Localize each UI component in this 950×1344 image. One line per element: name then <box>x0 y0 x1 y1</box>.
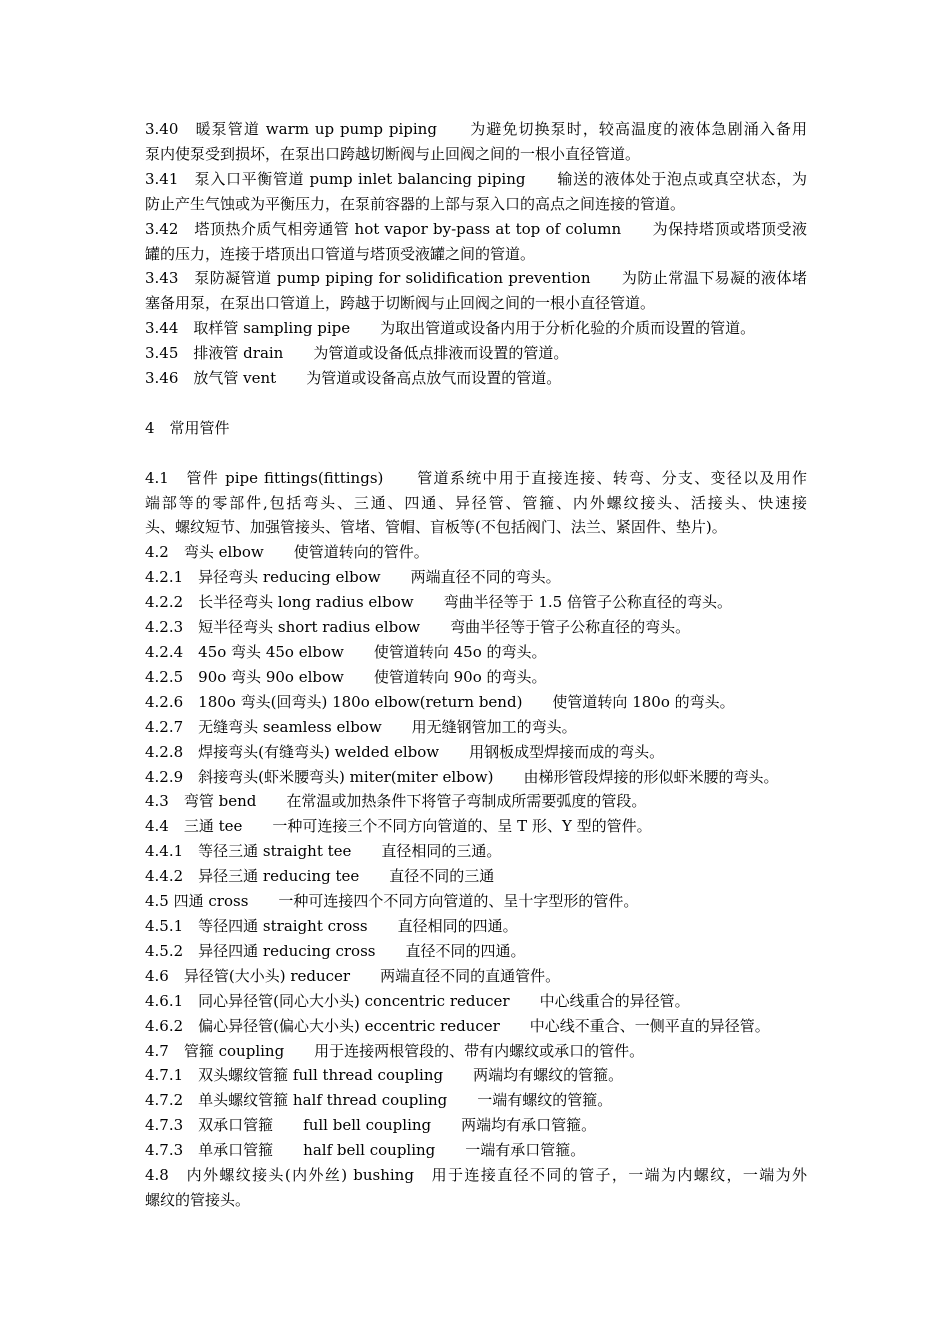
paragraph-line: 4.6.2 偏心异径管(偏心大小头) eccentric reducer 中心线不重合、一侧平直的异径管。 <box>145 1016 770 1035</box>
paragraph-line: 3.44 取样管 sampling pipe 为取出管道或设备内用于分析化验的介质而设置的管道。 <box>145 319 756 338</box>
paragraph-line: 4.7 管箍 coupling 用于连接两根管段的、带有内螺纹或承口的管件。 <box>145 1041 645 1060</box>
blank-line <box>145 441 807 466</box>
paragraph-line: 4.2 弯头 elbow 使管道转向的管件。 <box>145 543 429 562</box>
paragraph-line: 3.40 暖泵管道 warm up pump piping 为避免切换泵时，较高温度的液体急剧涌入备用 <box>145 120 807 138</box>
paragraph-line: 螺纹的管接头。 <box>145 1190 251 1209</box>
paragraph-line: 3.46 放气管 vent 为管道或设备高点放气而设置的管道。 <box>145 369 562 388</box>
paragraph-line: 4.4 三通 tee 一种可连接三个不同方向管道的、呈 T 形、Y 型的管件。 <box>145 817 652 836</box>
paragraph-line: 4.6.1 同心异径管(同心大小头) concentric reducer 中心线重合的异径管。 <box>145 991 690 1010</box>
paragraph-line: 泵内使泵受到损坏，在泵出口跨越切断阀与止回阀之间的一根小直径管道。 <box>145 144 641 163</box>
paragraph-line: 4.5.1 等径四通 straight cross 直径相同的四通。 <box>145 916 518 935</box>
paragraph-line: 塞备用泵，在泵出口管道上，跨越于切断阀与止回阀之间的一根小直径管道。 <box>145 294 656 313</box>
paragraph-line: 4.7.1 双头螺纹管箍 full thread coupling 两端均有螺纹的管箍。 <box>145 1066 624 1085</box>
paragraph-line: 4.8 内外螺纹接头(内外丝) bushing 用于连接直径不同的管子，一端为内螺纹，一端为外 <box>145 1166 807 1185</box>
paragraph-line: 4.7.3 单承口管箍 half bell coupling 一端有承口管箍。 <box>145 1141 586 1160</box>
paragraph-line: 端部等的零部件,包括弯头、三通、四通、异径管、管箍、内外螺纹接头、活接头、快速接 <box>145 493 807 512</box>
paragraph-line: 3.45 排液管 drain 为管道或设备低点排液而设置的管道。 <box>145 344 569 363</box>
paragraph-line: 4.5.2 异径四通 reducing cross 直径不同的四通。 <box>145 941 526 960</box>
section-heading: 4 常用管件 <box>145 418 230 437</box>
paragraph-line: 4.2.7 无缝弯头 seamless elbow 用无缝钢管加工的弯头。 <box>145 717 577 736</box>
paragraph-line: 4.4.2 异径三通 reducing tee 直径不同的三通 <box>145 867 495 886</box>
paragraph-line: 3.43 泵防凝管道 pump piping for solidification prevention 为防止常温下易凝的液体堵 <box>145 269 807 288</box>
paragraph-line: 3.42 塔顶热介质气相旁通管 hot vapor by-pass at top of column 为保持塔顶或塔顶受液 <box>145 219 807 238</box>
paragraph-line: 头、螺纹短节、加强管接头、管堵、管帽、盲板等(不包括阀门、法兰、紧固件、垫片)。 <box>145 518 727 537</box>
paragraph-line: 4.4.1 等径三通 straight tee 直径相同的三通。 <box>145 842 502 861</box>
paragraph-line: 4.2.2 长半径弯头 long radius elbow 弯曲半径等于 1.5 倍管子公称直径的弯头。 <box>145 593 732 612</box>
paragraph-line: 4.1 管件 pipe fittings(fittings) 管道系统中用于直接连接、转弯、分支、变径以及用作 <box>145 468 807 487</box>
paragraph-line: 4.2.3 短半径弯头 short radius elbow 弯曲半径等于管子公称直径的弯头。 <box>145 618 691 637</box>
paragraph-line: 3.41 泵入口平衡管道 pump inlet balancing piping 输送的液体处于泡点或真空状态，为 <box>145 169 807 188</box>
paragraph-line: 4.7.3 双承口管箍 full bell coupling 两端均有承口管箍。 <box>145 1116 597 1135</box>
paragraph-line: 4.2.6 180o 弯头(回弯头) 180o elbow(return bend) 使管道转向 180o 的弯头。 <box>145 692 735 711</box>
paragraph-line: 防止产生气蚀或为平衡压力，在泵前容器的上部与泵入口的高点之间连接的管道。 <box>145 194 686 213</box>
paragraph-line: 4.2.1 异径弯头 reducing elbow 两端直径不同的弯头。 <box>145 568 561 587</box>
paragraph-line: 4.6 异径管(大小头) reducer 两端直径不同的直通管件。 <box>145 966 561 985</box>
document-page <box>145 117 807 1213</box>
paragraph-line: 4.2.4 45o 弯头 45o elbow 使管道转向 45o 的弯头。 <box>145 643 547 661</box>
paragraph-line: 4.5 四通 cross 一种可连接四个不同方向管道的、呈十字型形的管件。 <box>145 892 639 911</box>
paragraph-line: 4.2.8 焊接弯头(有缝弯头) welded elbow 用钢板成型焊接而成的弯头。 <box>145 742 665 761</box>
paragraph-line: 4.7.2 单头螺纹管箍 half thread coupling 一端有螺纹的管箍。 <box>145 1091 613 1110</box>
paragraph-line: 4.2.9 斜接弯头(虾米腰弯头) miter(miter elbow) 由梯形管段焊接的形似虾米腰的弯头。 <box>145 767 779 786</box>
paragraph-line: 罐的压力，连接于塔顶出口管道与塔顶受液罐之间的管道。 <box>145 244 536 263</box>
paragraph-line: 4.2.5 90o 弯头 90o elbow 使管道转向 90o 的弯头。 <box>145 667 547 686</box>
paragraph-line: 4.3 弯管 bend 在常温或加热条件下将管子弯制成所需要弧度的管段。 <box>145 792 647 811</box>
blank-line <box>145 391 807 416</box>
